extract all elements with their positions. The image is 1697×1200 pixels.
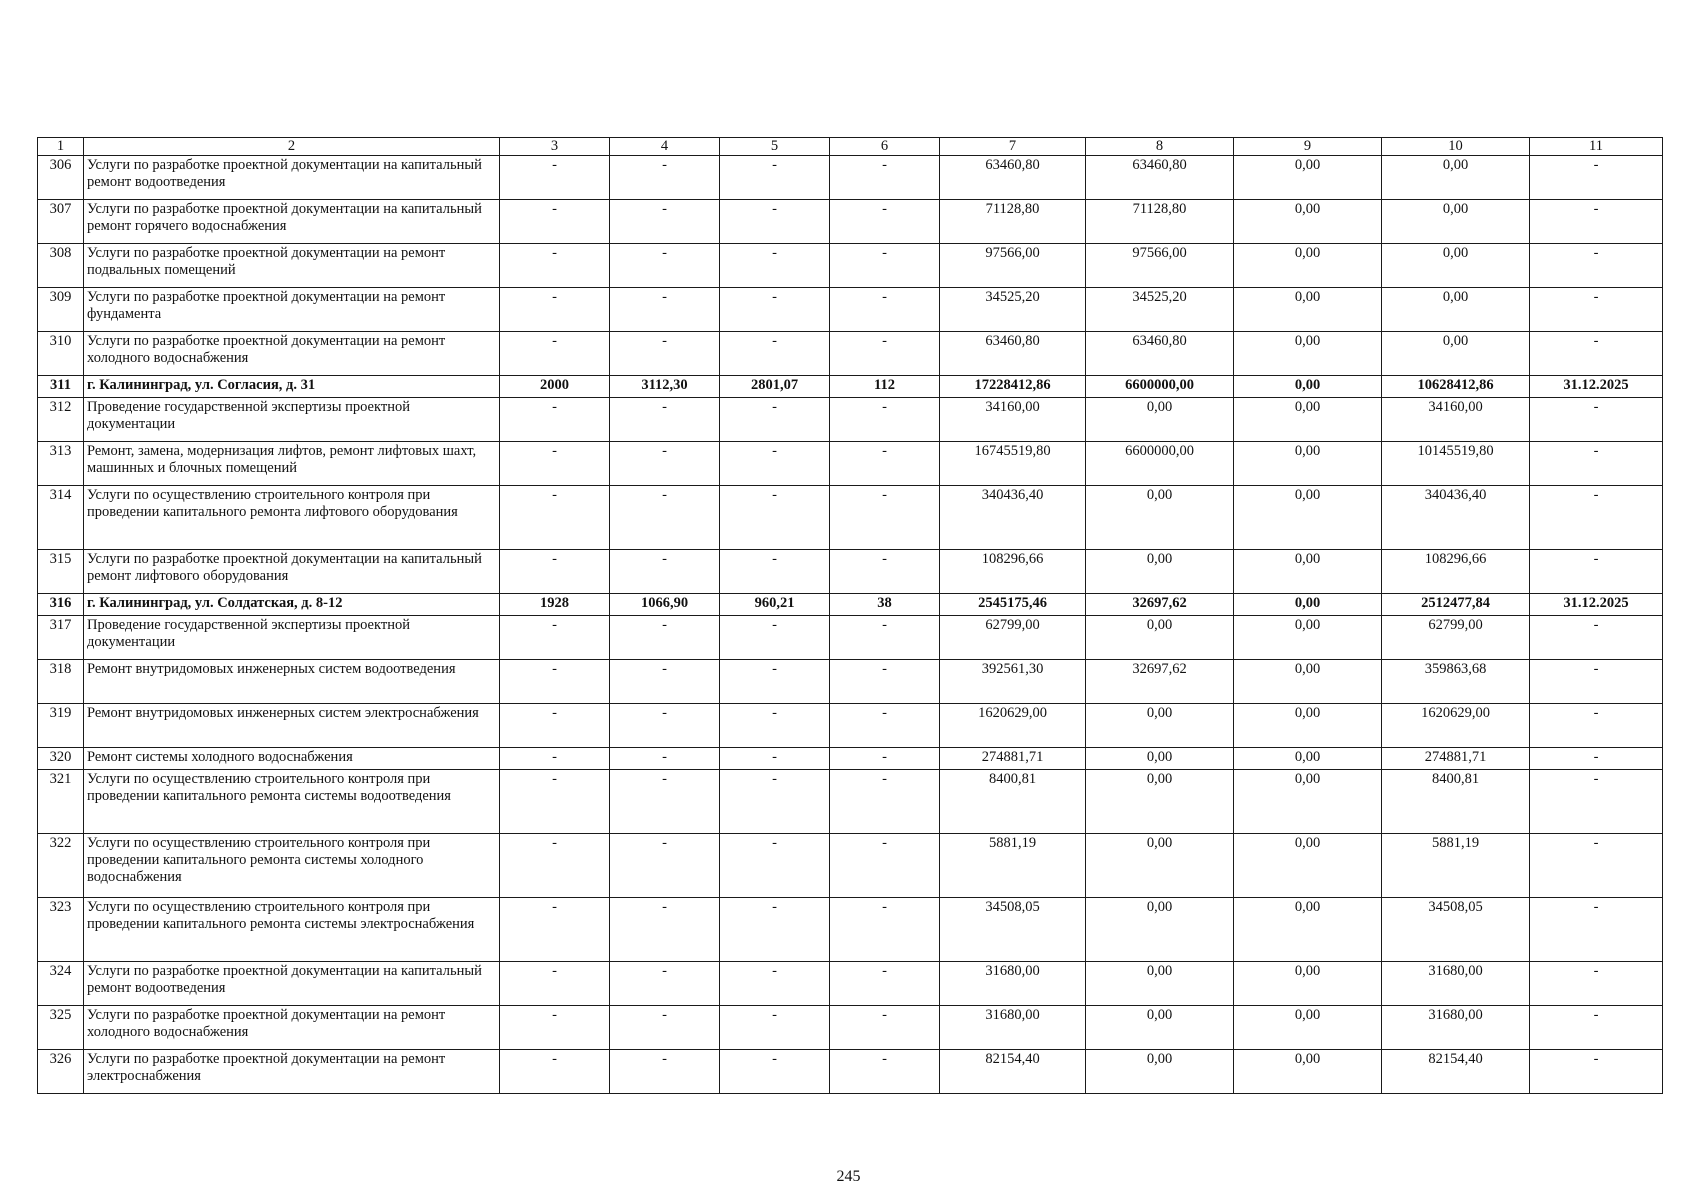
col10-cell: 10628412,86 (1382, 376, 1530, 398)
col11-cell: 31.12.2025 (1530, 594, 1663, 616)
col8-cell: 97566,00 (1086, 244, 1234, 288)
col7-cell: 8400,81 (940, 770, 1086, 834)
col7-cell: 2545175,46 (940, 594, 1086, 616)
col11-cell: - (1530, 1050, 1663, 1094)
col4-cell: - (610, 770, 720, 834)
col10-cell: 5881,19 (1382, 834, 1530, 898)
column-number-header: 11 (1530, 138, 1663, 156)
col4-cell: - (610, 898, 720, 962)
column-number-header: 10 (1382, 138, 1530, 156)
row-number-cell: 322 (38, 834, 84, 898)
row-number-cell: 317 (38, 616, 84, 660)
col11-cell: 31.12.2025 (1530, 376, 1663, 398)
col10-cell: 359863,68 (1382, 660, 1530, 704)
col4-cell: - (610, 486, 720, 550)
col9-cell: 0,00 (1234, 376, 1382, 398)
table-row (38, 616, 1663, 660)
col5-cell: - (720, 962, 830, 1006)
col9-cell: 0,00 (1234, 748, 1382, 770)
repair-program-table (37, 137, 1663, 1094)
col3-cell: - (500, 442, 610, 486)
item-name-cell: Услуги по разработке проектной документации на ремонт холодного водоснабжения (84, 332, 500, 376)
col8-cell: 6600000,00 (1086, 376, 1234, 398)
col10-cell: 0,00 (1382, 244, 1530, 288)
col7-cell: 274881,71 (940, 748, 1086, 770)
col3-cell: - (500, 660, 610, 704)
col5-cell: - (720, 898, 830, 962)
col10-cell: 0,00 (1382, 156, 1530, 200)
item-name-cell: г. Калининград, ул. Солдатская, д. 8-12 (84, 594, 500, 616)
column-number-row (38, 138, 1663, 156)
col8-cell: 34525,20 (1086, 288, 1234, 332)
row-number-cell: 306 (38, 156, 84, 200)
row-number-cell: 308 (38, 244, 84, 288)
col4-cell: - (610, 962, 720, 1006)
item-name-cell: Услуги по разработке проектной документации на капитальный ремонт водоотведения (84, 156, 500, 200)
row-number-cell: 324 (38, 962, 84, 1006)
col8-cell: 0,00 (1086, 962, 1234, 1006)
row-number-cell: 311 (38, 376, 84, 398)
col10-cell: 8400,81 (1382, 770, 1530, 834)
col8-cell: 0,00 (1086, 550, 1234, 594)
column-number-header: 3 (500, 138, 610, 156)
item-name-cell: Ремонт системы холодного водоснабжения (84, 748, 500, 770)
col3-cell: - (500, 834, 610, 898)
item-name-cell: Услуги по осуществлению строительного контроля при проведении капитального ремонта системы водоотведения (84, 770, 500, 834)
col4-cell: - (610, 200, 720, 244)
col3-cell: 1928 (500, 594, 610, 616)
item-name-cell: Услуги по разработке проектной документации на ремонт подвальных помещений (84, 244, 500, 288)
col7-cell: 108296,66 (940, 550, 1086, 594)
col6-cell: - (830, 486, 940, 550)
col11-cell: - (1530, 748, 1663, 770)
col6-cell: - (830, 288, 940, 332)
col8-cell: 0,00 (1086, 398, 1234, 442)
col11-cell: - (1530, 398, 1663, 442)
col5-cell: - (720, 704, 830, 748)
col4-cell: - (610, 332, 720, 376)
col4-cell: - (610, 398, 720, 442)
table-row (38, 962, 1663, 1006)
col4-cell: - (610, 704, 720, 748)
col3-cell: - (500, 962, 610, 1006)
column-number-header: 8 (1086, 138, 1234, 156)
col6-cell: - (830, 660, 940, 704)
table-row (38, 398, 1663, 442)
col6-cell: - (830, 200, 940, 244)
col8-cell: 71128,80 (1086, 200, 1234, 244)
row-number-cell: 315 (38, 550, 84, 594)
col5-cell: - (720, 748, 830, 770)
col8-cell: 0,00 (1086, 748, 1234, 770)
table-row (38, 550, 1663, 594)
col7-cell: 82154,40 (940, 1050, 1086, 1094)
col6-cell: - (830, 704, 940, 748)
table-row (38, 770, 1663, 834)
col5-cell: - (720, 156, 830, 200)
item-name-cell: Проведение государственной экспертизы проектной документации (84, 616, 500, 660)
col7-cell: 97566,00 (940, 244, 1086, 288)
col5-cell: - (720, 486, 830, 550)
column-number-header: 1 (38, 138, 84, 156)
col11-cell: - (1530, 200, 1663, 244)
col5-cell: - (720, 616, 830, 660)
col11-cell: - (1530, 332, 1663, 376)
col10-cell: 274881,71 (1382, 748, 1530, 770)
col6-cell: - (830, 156, 940, 200)
col10-cell: 31680,00 (1382, 962, 1530, 1006)
item-name-cell: Услуги по разработке проектной документации на ремонт холодного водоснабжения (84, 1006, 500, 1050)
col6-cell: - (830, 244, 940, 288)
item-name-cell: Ремонт внутридомовых инженерных систем электроснабжения (84, 704, 500, 748)
column-number-header: 6 (830, 138, 940, 156)
table-row (38, 442, 1663, 486)
col10-cell: 1620629,00 (1382, 704, 1530, 748)
col6-cell: - (830, 770, 940, 834)
col6-cell: - (830, 398, 940, 442)
table-row (38, 244, 1663, 288)
col9-cell: 0,00 (1234, 962, 1382, 1006)
row-number-cell: 320 (38, 748, 84, 770)
col10-cell: 0,00 (1382, 332, 1530, 376)
col4-cell: - (610, 288, 720, 332)
col5-cell: - (720, 1050, 830, 1094)
col4-cell: - (610, 550, 720, 594)
col3-cell: - (500, 486, 610, 550)
row-number-cell: 323 (38, 898, 84, 962)
item-name-cell: Ремонт, замена, модернизация лифтов, ремонт лифтовых шахт, машинных и блочных помещений (84, 442, 500, 486)
col3-cell: - (500, 770, 610, 834)
col5-cell: - (720, 770, 830, 834)
row-number-cell: 313 (38, 442, 84, 486)
col5-cell: - (720, 442, 830, 486)
col7-cell: 34508,05 (940, 898, 1086, 962)
col10-cell: 34508,05 (1382, 898, 1530, 962)
col11-cell: - (1530, 550, 1663, 594)
col7-cell: 1620629,00 (940, 704, 1086, 748)
column-number-header: 5 (720, 138, 830, 156)
col11-cell: - (1530, 704, 1663, 748)
table-row (38, 834, 1663, 898)
col3-cell: - (500, 156, 610, 200)
col8-cell: 0,00 (1086, 1006, 1234, 1050)
col9-cell: 0,00 (1234, 156, 1382, 200)
col7-cell: 71128,80 (940, 200, 1086, 244)
column-number-header: 9 (1234, 138, 1382, 156)
col5-cell: - (720, 200, 830, 244)
col5-cell: - (720, 398, 830, 442)
col7-cell: 63460,80 (940, 156, 1086, 200)
col7-cell: 340436,40 (940, 486, 1086, 550)
col8-cell: 32697,62 (1086, 594, 1234, 616)
col7-cell: 62799,00 (940, 616, 1086, 660)
col11-cell: - (1530, 442, 1663, 486)
col10-cell: 0,00 (1382, 288, 1530, 332)
col4-cell: - (610, 834, 720, 898)
col9-cell: 0,00 (1234, 770, 1382, 834)
col8-cell: 0,00 (1086, 898, 1234, 962)
col3-cell: - (500, 1050, 610, 1094)
col6-cell: 38 (830, 594, 940, 616)
col3-cell: - (500, 332, 610, 376)
col3-cell: 2000 (500, 376, 610, 398)
col6-cell: - (830, 332, 940, 376)
col9-cell: 0,00 (1234, 834, 1382, 898)
col11-cell: - (1530, 1006, 1663, 1050)
col4-cell: - (610, 156, 720, 200)
col10-cell: 2512477,84 (1382, 594, 1530, 616)
col9-cell: 0,00 (1234, 288, 1382, 332)
col9-cell: 0,00 (1234, 616, 1382, 660)
table-row (38, 1006, 1663, 1050)
col11-cell: - (1530, 486, 1663, 550)
col8-cell: 32697,62 (1086, 660, 1234, 704)
col5-cell: - (720, 244, 830, 288)
row-number-cell: 316 (38, 594, 84, 616)
col7-cell: 392561,30 (940, 660, 1086, 704)
col10-cell: 340436,40 (1382, 486, 1530, 550)
col8-cell: 63460,80 (1086, 156, 1234, 200)
col5-cell: 2801,07 (720, 376, 830, 398)
table-row (38, 660, 1663, 704)
table-body (38, 156, 1663, 1094)
table-row (38, 200, 1663, 244)
col7-cell: 5881,19 (940, 834, 1086, 898)
table-row (38, 898, 1663, 962)
col8-cell: 0,00 (1086, 770, 1234, 834)
col6-cell: - (830, 1050, 940, 1094)
col3-cell: - (500, 704, 610, 748)
col4-cell: - (610, 748, 720, 770)
col10-cell: 10145519,80 (1382, 442, 1530, 486)
col3-cell: - (500, 244, 610, 288)
col11-cell: - (1530, 616, 1663, 660)
col9-cell: 0,00 (1234, 200, 1382, 244)
column-number-header: 4 (610, 138, 720, 156)
col3-cell: - (500, 550, 610, 594)
col11-cell: - (1530, 660, 1663, 704)
col8-cell: 63460,80 (1086, 332, 1234, 376)
row-number-cell: 318 (38, 660, 84, 704)
row-number-cell: 307 (38, 200, 84, 244)
col4-cell: - (610, 1050, 720, 1094)
col4-cell: - (610, 244, 720, 288)
col9-cell: 0,00 (1234, 332, 1382, 376)
table-row (38, 288, 1663, 332)
table-row (38, 332, 1663, 376)
col5-cell: 960,21 (720, 594, 830, 616)
col11-cell: - (1530, 834, 1663, 898)
col9-cell: 0,00 (1234, 594, 1382, 616)
col6-cell: - (830, 898, 940, 962)
col6-cell: 112 (830, 376, 940, 398)
table-row (38, 748, 1663, 770)
col10-cell: 82154,40 (1382, 1050, 1530, 1094)
table-row (38, 486, 1663, 550)
col3-cell: - (500, 748, 610, 770)
item-name-cell: Услуги по разработке проектной документации на капитальный ремонт горячего водоснабжения (84, 200, 500, 244)
col8-cell: 6600000,00 (1086, 442, 1234, 486)
col9-cell: 0,00 (1234, 486, 1382, 550)
col3-cell: - (500, 288, 610, 332)
col10-cell: 34160,00 (1382, 398, 1530, 442)
col5-cell: - (720, 834, 830, 898)
col8-cell: 0,00 (1086, 704, 1234, 748)
col3-cell: - (500, 898, 610, 962)
col5-cell: - (720, 1006, 830, 1050)
col4-cell: - (610, 616, 720, 660)
row-number-cell: 312 (38, 398, 84, 442)
col11-cell: - (1530, 770, 1663, 834)
col11-cell: - (1530, 288, 1663, 332)
col6-cell: - (830, 550, 940, 594)
item-name-cell: Ремонт внутридомовых инженерных систем водоотведения (84, 660, 500, 704)
col7-cell: 31680,00 (940, 1006, 1086, 1050)
row-number-cell: 309 (38, 288, 84, 332)
col4-cell: 1066,90 (610, 594, 720, 616)
col7-cell: 63460,80 (940, 332, 1086, 376)
col9-cell: 0,00 (1234, 442, 1382, 486)
col5-cell: - (720, 288, 830, 332)
row-number-cell: 321 (38, 770, 84, 834)
col9-cell: 0,00 (1234, 1006, 1382, 1050)
row-number-cell: 314 (38, 486, 84, 550)
col11-cell: - (1530, 962, 1663, 1006)
table-row (38, 704, 1663, 748)
col9-cell: 0,00 (1234, 660, 1382, 704)
col3-cell: - (500, 398, 610, 442)
col6-cell: - (830, 1006, 940, 1050)
col7-cell: 17228412,86 (940, 376, 1086, 398)
col5-cell: - (720, 550, 830, 594)
col7-cell: 34525,20 (940, 288, 1086, 332)
col9-cell: 0,00 (1234, 898, 1382, 962)
col11-cell: - (1530, 244, 1663, 288)
col7-cell: 16745519,80 (940, 442, 1086, 486)
col10-cell: 31680,00 (1382, 1006, 1530, 1050)
column-number-header: 2 (84, 138, 500, 156)
col11-cell: - (1530, 898, 1663, 962)
item-name-cell: Услуги по разработке проектной документации на ремонт фундамента (84, 288, 500, 332)
col4-cell: - (610, 442, 720, 486)
col6-cell: - (830, 442, 940, 486)
col4-cell: - (610, 660, 720, 704)
page-number: 245 (836, 1168, 861, 1185)
row-number-cell: 319 (38, 704, 84, 748)
item-name-cell: Услуги по осуществлению строительного контроля при проведении капитального ремонта лифтового оборудования (84, 486, 500, 550)
col4-cell: - (610, 1006, 720, 1050)
table-row (38, 1050, 1663, 1094)
col8-cell: 0,00 (1086, 834, 1234, 898)
col8-cell: 0,00 (1086, 616, 1234, 660)
row-number-cell: 326 (38, 1050, 84, 1094)
col11-cell: - (1530, 156, 1663, 200)
col6-cell: - (830, 962, 940, 1006)
item-name-cell: Услуги по разработке проектной документации на капитальный ремонт лифтового оборудования (84, 550, 500, 594)
col9-cell: 0,00 (1234, 244, 1382, 288)
col7-cell: 34160,00 (940, 398, 1086, 442)
address-row (38, 376, 1663, 398)
col9-cell: 0,00 (1234, 550, 1382, 594)
col6-cell: - (830, 748, 940, 770)
col9-cell: 0,00 (1234, 1050, 1382, 1094)
item-name-cell: Услуги по разработке проектной документации на ремонт электроснабжения (84, 1050, 500, 1094)
item-name-cell: Услуги по осуществлению строительного контроля при проведении капитального ремонта системы холодного водоснабжения (84, 834, 500, 898)
item-name-cell: г. Калининград, ул. Согласия, д. 31 (84, 376, 500, 398)
col7-cell: 31680,00 (940, 962, 1086, 1006)
col10-cell: 108296,66 (1382, 550, 1530, 594)
col8-cell: 0,00 (1086, 1050, 1234, 1094)
col8-cell: 0,00 (1086, 486, 1234, 550)
col5-cell: - (720, 332, 830, 376)
col3-cell: - (500, 616, 610, 660)
item-name-cell: Проведение государственной экспертизы проектной документации (84, 398, 500, 442)
row-number-cell: 310 (38, 332, 84, 376)
col3-cell: - (500, 200, 610, 244)
table-row (38, 156, 1663, 200)
col10-cell: 62799,00 (1382, 616, 1530, 660)
col4-cell: 3112,30 (610, 376, 720, 398)
col3-cell: - (500, 1006, 610, 1050)
row-number-cell: 325 (38, 1006, 84, 1050)
item-name-cell: Услуги по осуществлению строительного контроля при проведении капитального ремонта системы электроснабжения (84, 898, 500, 962)
column-number-header: 7 (940, 138, 1086, 156)
col6-cell: - (830, 834, 940, 898)
col10-cell: 0,00 (1382, 200, 1530, 244)
item-name-cell: Услуги по разработке проектной документации на капитальный ремонт водоотведения (84, 962, 500, 1006)
address-row (38, 594, 1663, 616)
col6-cell: - (830, 616, 940, 660)
col9-cell: 0,00 (1234, 704, 1382, 748)
col9-cell: 0,00 (1234, 398, 1382, 442)
col5-cell: - (720, 660, 830, 704)
